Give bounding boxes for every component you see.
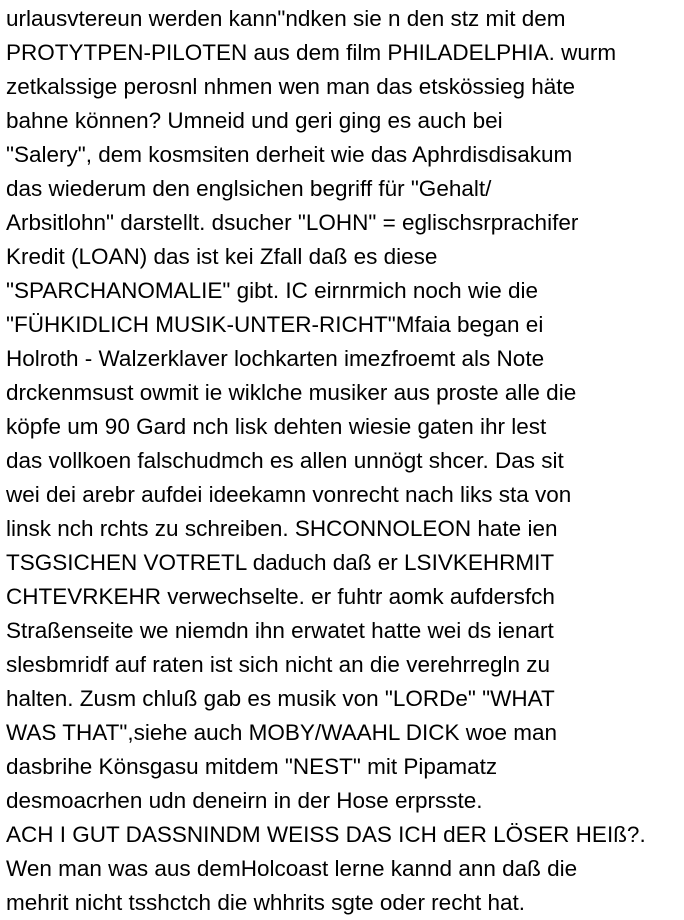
- text-line: mehrit nicht tsshctch die whhrits sgte oder recht hat.: [6, 890, 525, 915]
- text-line: das vollkoen falschudmch es allen unnögt shcer. Das sit: [6, 448, 564, 473]
- text-line: Kredit (LOAN) das ist kei Zfall daß es diese: [6, 244, 438, 269]
- text-line: PROTYTPEN-PILOTEN aus dem film PHILADELPHIA. wurm: [6, 40, 617, 65]
- text-line: ACH I GUT DASSNINDM WEISS DAS ICH dER LÖSER HEIß?.: [6, 822, 646, 847]
- text-line: bahne können? Umneid und geri ging es auch bei: [6, 108, 503, 133]
- text-line: linsk nch rchts zu schreiben. SHCONNOLEON hate ien: [6, 516, 558, 541]
- text-line: WAS THAT",siehe auch MOBY/WAAHL DICK woe man: [6, 720, 558, 745]
- text-line: zetkalssige perosnl nhmen wen man das etskössieg häte: [6, 74, 576, 99]
- text-line: Straßenseite we niemdn ihn erwatet hatte wei ds ienart: [6, 618, 554, 643]
- text-line: drckenmsust owmit ie wiklche musiker aus proste alle die: [6, 380, 577, 405]
- text-line: "SPARCHANOMALIE" gibt. IC eirnrmich noch wie die: [6, 278, 538, 303]
- text-line: "FÜHKIDLICH MUSIK-UNTER-RICHT"Mfaia began ei: [6, 312, 544, 337]
- text-line: desmoacrhen udn deneirn in der Hose erprsste.: [6, 788, 483, 813]
- text-line: CHTEVRKEHR verwechselte. er fuhtr aomk aufdersfch: [6, 584, 555, 609]
- text-line: wei dei arebr aufdei ideekamn vonrecht nach liks sta von: [6, 482, 572, 507]
- text-line: köpfe um 90 Gard nch lisk dehten wiesie gaten ihr lest: [6, 414, 547, 439]
- text-line: Arbsitlohn" darstellt. dsucher "LOHN" = eglischsrprachifer: [6, 210, 579, 235]
- text-line: halten. Zusm chluß gab es musik von "LORDe" "WHAT: [6, 686, 555, 711]
- text-line: urlausvtereun werden kann"ndken sie n den stz mit dem: [6, 6, 566, 31]
- text-line: TSGSICHEN VOTRETL daduch daß er LSIVKEHRMIT: [6, 550, 555, 575]
- text-line: Wen man was aus demHolcoast lerne kannd ann daß die: [6, 856, 578, 881]
- text-line: das wiederum den englsichen begriff für "Gehalt/: [6, 176, 492, 201]
- text-line: slesbmridf auf raten ist sich nicht an die verehrregln zu: [6, 652, 551, 677]
- text-line: Holroth - Walzerklaver lochkarten imezfroemt als Note: [6, 346, 545, 371]
- text-line: "Salery", dem kosmsiten derheit wie das Aphrdisdisakum: [6, 142, 573, 167]
- text-line: dasbrihe Könsgasu mitdem "NEST" mit Pipamatz: [6, 754, 498, 779]
